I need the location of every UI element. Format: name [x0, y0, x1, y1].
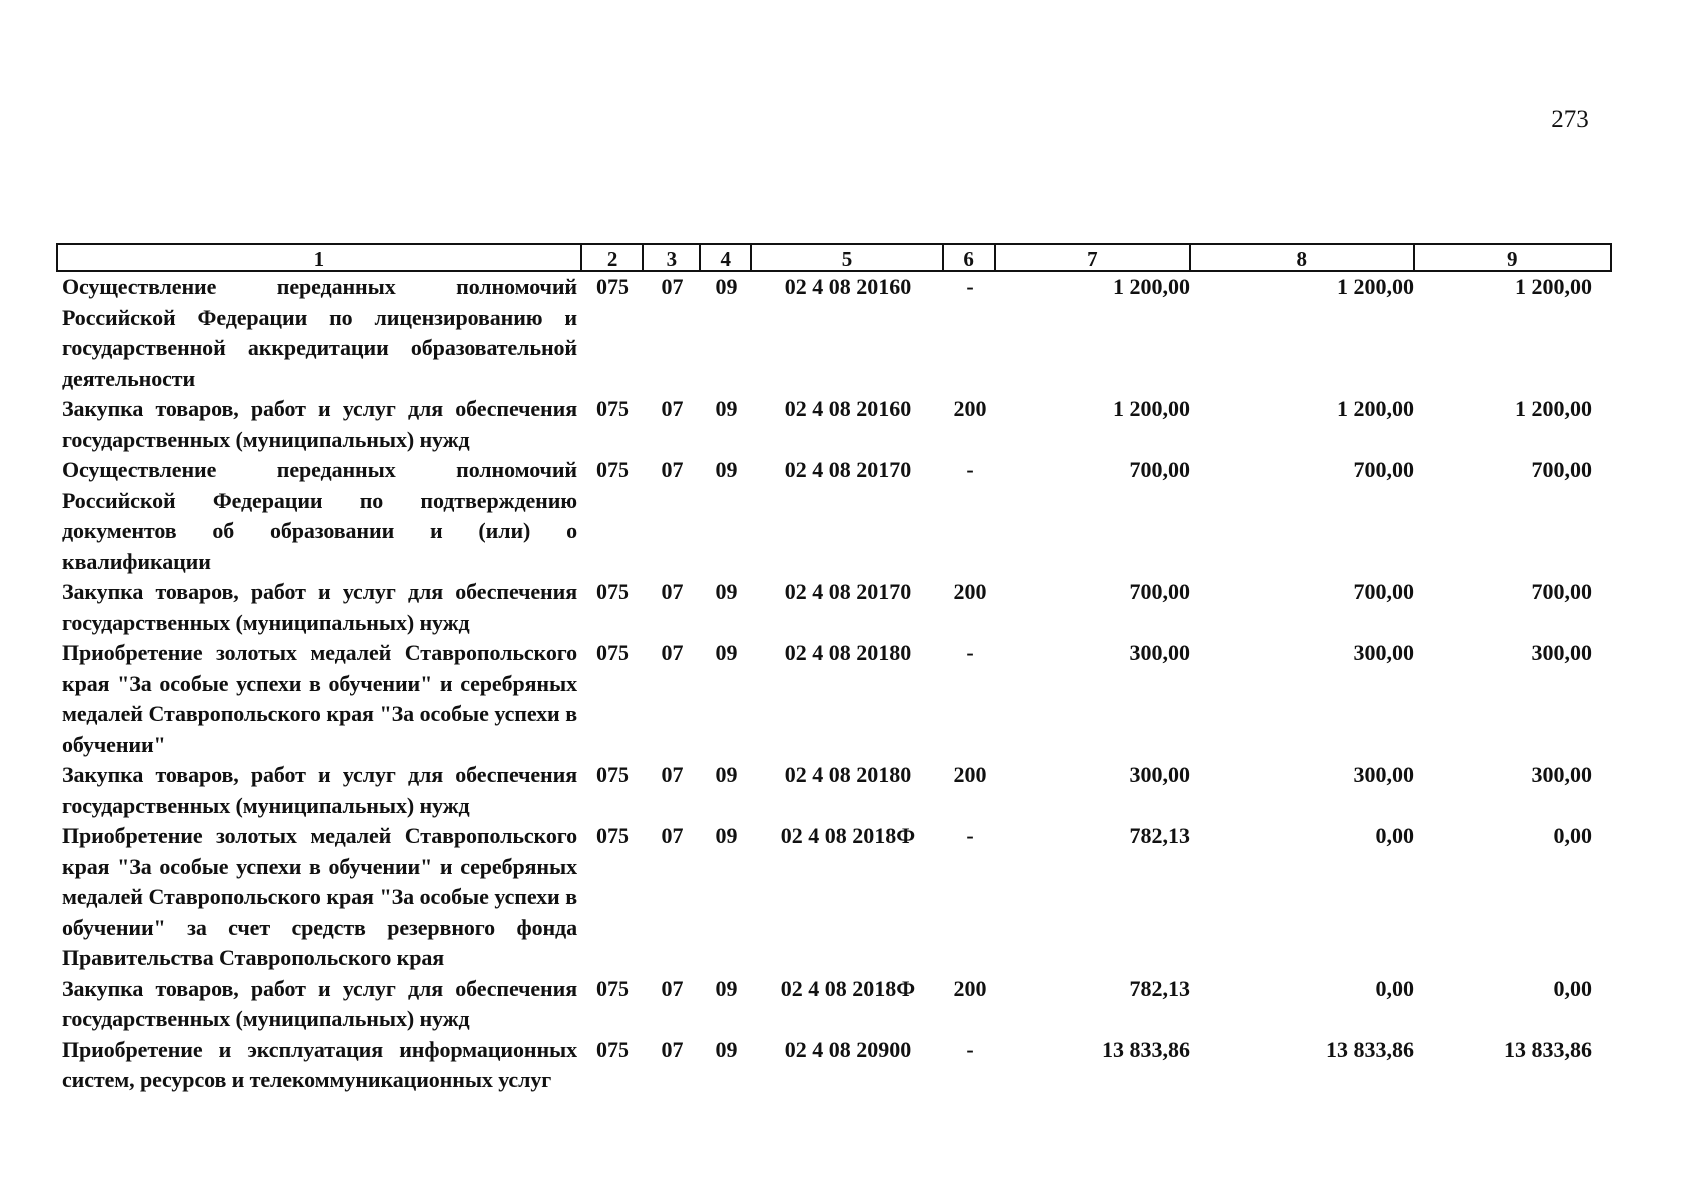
row-code-5: 02 4 08 20170 [784, 579, 912, 604]
header-cell-3: 3 [644, 245, 701, 270]
row-code-3: 07 [661, 823, 684, 848]
row-value-8: 0,00 [1375, 975, 1414, 1001]
row-value-9: 0,00 [1553, 823, 1592, 848]
row-code-2: 075 [596, 457, 629, 482]
row-code-5: 02 4 08 2018Ф [780, 823, 916, 848]
row-code-5: 02 4 08 20180 [784, 640, 912, 665]
row-code-2: 075 [596, 274, 629, 299]
row-code-2: 075 [596, 823, 629, 848]
row-value-8: 300,00 [1353, 640, 1414, 665]
row-code-3: 07 [661, 762, 684, 787]
row-value-8: 700,00 [1353, 579, 1414, 604]
row-code-3: 07 [661, 457, 684, 482]
row-value-9: 700,00 [1531, 457, 1592, 482]
row-code-5: 02 4 08 20180 [784, 762, 912, 787]
table-header [56, 243, 1612, 272]
row-code-6: 200 [953, 975, 987, 1001]
row-code-5: 02 4 08 20160 [784, 274, 912, 299]
row-value-9: 0,00 [1553, 975, 1592, 1001]
table-row [56, 455, 1612, 577]
row-code-3: 07 [661, 640, 684, 665]
row-code-5: 02 4 08 20170 [784, 457, 912, 482]
row-code-2: 075 [596, 1036, 629, 1062]
table-row [56, 394, 1612, 455]
row-value-7: 1 200,00 [1113, 274, 1190, 299]
row-value-9: 300,00 [1531, 762, 1592, 787]
row-code-3: 07 [661, 975, 684, 1001]
header-cell-2: 2 [582, 245, 645, 270]
row-code-6: 200 [953, 579, 987, 604]
row-name: Приобретение золотых медалей Ставропольского края "За особые успехи в обучении" и серебряных медалей Ставропольского края "За особые успехи в обучении" [62, 640, 577, 757]
row-value-9: 13 833,86 [1504, 1036, 1592, 1062]
row-code-5: 02 4 08 20900 [784, 1036, 912, 1062]
header-cell-1: 1 [58, 245, 582, 270]
row-value-7: 700,00 [1129, 579, 1190, 604]
row-code-4: 09 [715, 396, 738, 421]
row-value-8: 0,00 [1375, 823, 1414, 848]
row-code-2: 075 [596, 396, 629, 421]
row-code-6: - [966, 457, 974, 482]
row-code-6: 200 [953, 762, 987, 787]
row-code-4: 09 [715, 457, 738, 482]
row-name: Закупка товаров, работ и услуг для обеспечения государственных (муниципальных) нужд [62, 762, 577, 818]
row-code-3: 07 [661, 274, 684, 299]
row-code-6: - [966, 640, 974, 665]
row-code-4: 09 [715, 762, 738, 787]
row-value-7: 13 833,86 [1102, 1036, 1190, 1062]
row-name: Осуществление переданных полномочий Российской Федерации по подтверждению документов об образовании и (или) о квалификации [62, 457, 577, 574]
row-value-8: 1 200,00 [1337, 274, 1414, 299]
row-code-2: 075 [596, 579, 629, 604]
row-code-6: 200 [953, 396, 987, 421]
row-value-9: 1 200,00 [1515, 396, 1592, 421]
row-value-8: 700,00 [1353, 457, 1414, 482]
row-value-7: 300,00 [1129, 762, 1190, 787]
row-code-3: 07 [661, 1036, 684, 1062]
row-code-3: 07 [661, 579, 684, 604]
row-name: Закупка товаров, работ и услуг для обеспечения государственных (муниципальных) нужд [62, 579, 577, 635]
row-code-4: 09 [715, 975, 738, 1001]
row-name: Осуществление переданных полномочий Российской Федерации по лицензированию и государственной аккредитации образовательной деятельности [62, 274, 577, 391]
row-value-8: 300,00 [1353, 762, 1414, 787]
table-row [56, 638, 1612, 760]
row-code-4: 09 [715, 1036, 738, 1062]
table-row [56, 760, 1612, 821]
table-body [56, 272, 1612, 1096]
table-row [56, 821, 1612, 974]
row-code-2: 075 [596, 640, 629, 665]
page-number: 273 [1551, 106, 1589, 133]
row-value-9: 1 200,00 [1515, 274, 1592, 299]
table-row [56, 577, 1612, 638]
header-cell-9: 9 [1507, 247, 1518, 271]
header-cell-4: 4 [701, 245, 752, 270]
row-name: Закупка товаров, работ и услуг для обеспечения государственных (муниципальных) нужд [62, 396, 577, 452]
row-code-4: 09 [715, 274, 738, 299]
row-value-7: 1 200,00 [1113, 396, 1190, 421]
row-code-3: 07 [661, 396, 684, 421]
row-code-6: - [966, 274, 974, 299]
header-cell-5: 5 [752, 245, 944, 270]
row-code-5: 02 4 08 20160 [784, 396, 912, 421]
row-name: Приобретение и эксплуатация информационных систем, ресурсов и телекоммуникационных услуг [62, 1036, 577, 1092]
row-value-8: 13 833,86 [1326, 1036, 1414, 1062]
row-name: Приобретение золотых медалей Ставропольского края "За особые успехи в обучении" и серебряных медалей Ставропольского края "За особые успехи в обучении" за счет средств резервного фонда Правительства Ставропольского края [62, 823, 577, 970]
row-value-9: 700,00 [1531, 579, 1592, 604]
row-code-4: 09 [715, 640, 738, 665]
row-code-6: - [966, 1036, 974, 1062]
row-code-2: 075 [596, 975, 629, 1001]
row-code-4: 09 [715, 579, 738, 604]
row-code-6: - [966, 823, 974, 848]
header-cell-7: 7 [996, 245, 1192, 270]
row-value-9: 300,00 [1531, 640, 1592, 665]
table-row [56, 974, 1612, 1035]
row-value-7: 300,00 [1129, 640, 1190, 665]
row-code-2: 075 [596, 762, 629, 787]
row-value-7: 782,13 [1129, 823, 1190, 848]
row-value-7: 782,13 [1129, 975, 1190, 1001]
header-cell-6: 6 [944, 245, 996, 270]
row-value-8: 1 200,00 [1337, 396, 1414, 421]
table-row [56, 1035, 1612, 1096]
table-row [56, 272, 1612, 394]
row-name: Закупка товаров, работ и услуг для обеспечения государственных (муниципальных) нужд [62, 975, 577, 1031]
row-code-4: 09 [715, 823, 738, 848]
row-code-5: 02 4 08 2018Ф [780, 975, 916, 1001]
header-cell-8: 8 [1191, 245, 1414, 270]
row-value-7: 700,00 [1129, 457, 1190, 482]
